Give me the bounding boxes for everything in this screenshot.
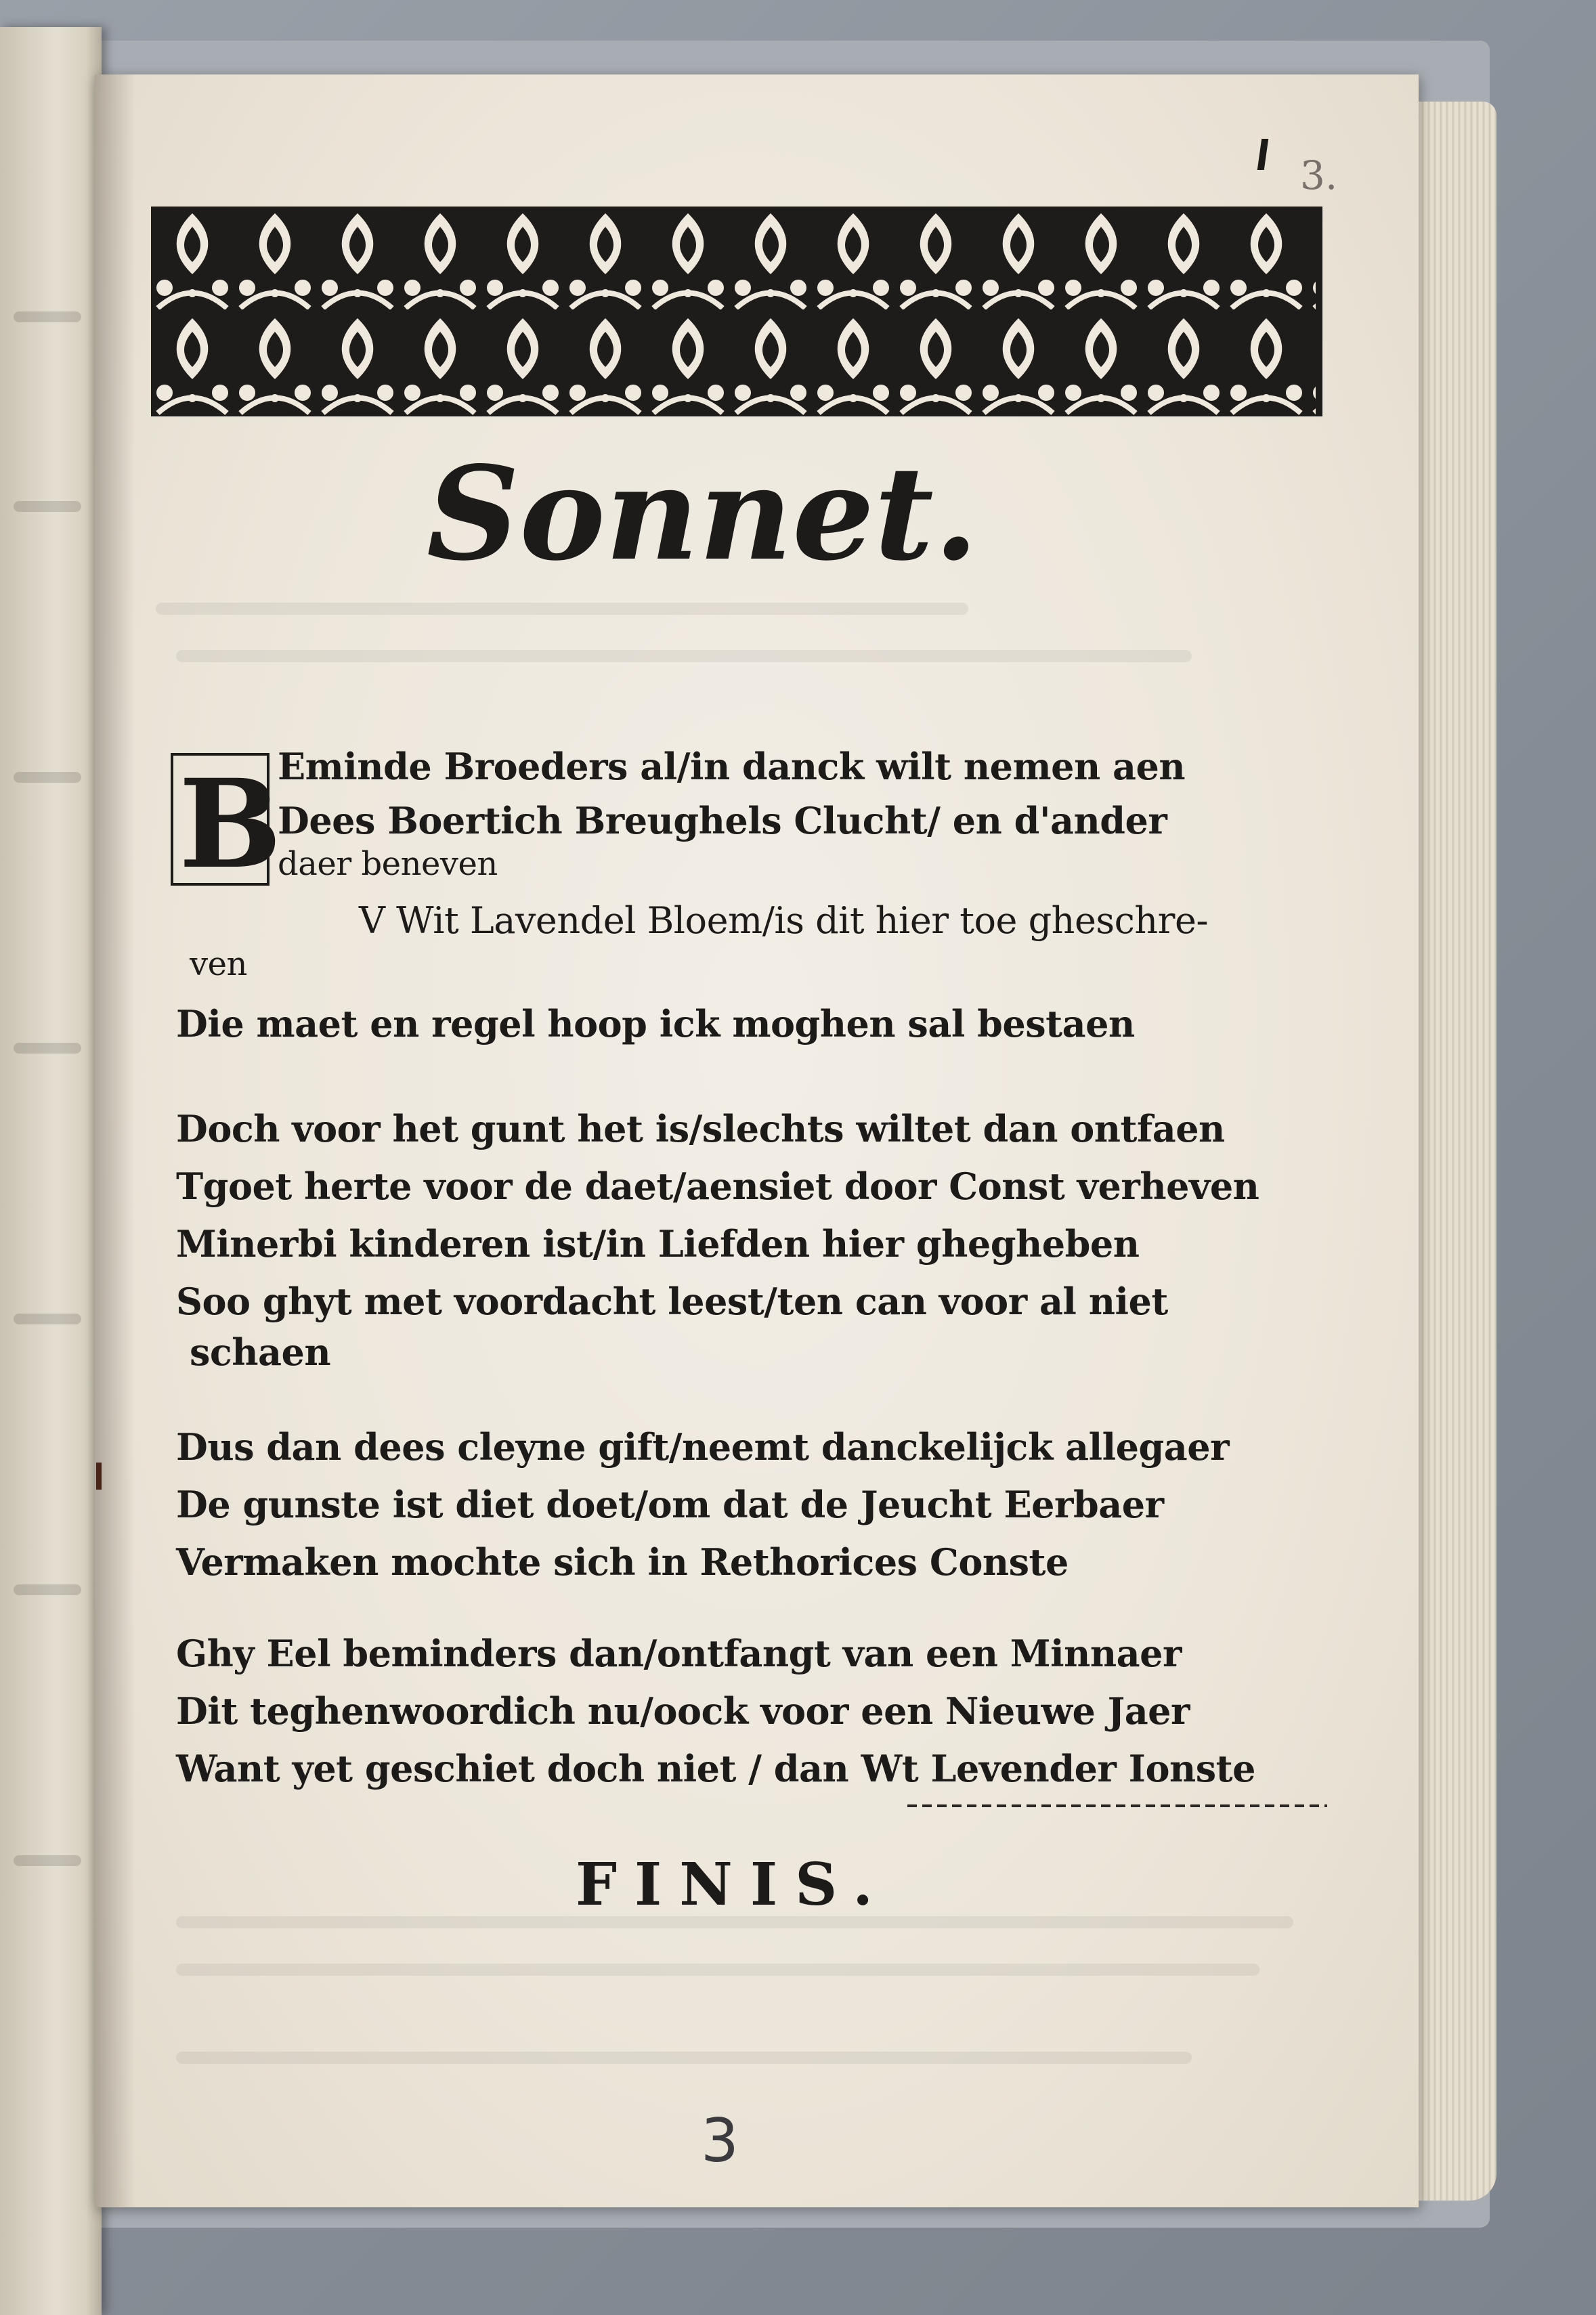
spine-shadow	[95, 74, 135, 2207]
stanza-line: Dees Boertich Breughels Clucht/ en d'ander	[278, 799, 1167, 842]
facing-page-edge	[0, 27, 102, 2315]
title-text: Sonnet.	[427, 438, 979, 589]
margin-mark	[96, 1463, 102, 1490]
stanza-line: Minerbi kinderen ist/in Liefden hier ghegheben	[176, 1222, 1140, 1265]
stanza-line: Die maet en regel hoop ick moghen sal bestaen	[176, 1002, 1135, 1045]
stanza-line: Ghy Eel beminders dan/ontfangt van een Minnaer	[176, 1632, 1182, 1675]
corner-note: 3.	[1300, 152, 1338, 198]
finis-text: FINIS.	[576, 1851, 891, 1919]
stanza-line: Soo ghyt met voordacht leest/ten can voor al niet	[176, 1280, 1168, 1323]
page-title	[420, 433, 979, 596]
ornament-pattern	[151, 207, 1316, 416]
finis-mark	[569, 1845, 948, 1920]
stanza-line: V Wit Lavendel Bloem/is dit hier toe gheschre-	[359, 899, 1209, 942]
stanza-line: Doch voor het gunt het is/slechts wiltet dan ontfaen	[176, 1107, 1225, 1150]
stanza-line: Want yet geschiet doch niet / dan Wt Levender Ionste	[176, 1747, 1255, 1790]
signature-mark	[1257, 139, 1268, 170]
signature-dotted-rule	[907, 1804, 1327, 1807]
stanza-line: daer beneven	[278, 845, 498, 883]
book-page	[95, 74, 1419, 2207]
dropcap-letter: B	[179, 753, 282, 896]
folio-number: 3	[701, 2106, 739, 2176]
stanza-line: ven	[190, 945, 247, 983]
headpiece-ornament	[151, 207, 1322, 416]
drop-capital	[169, 752, 282, 896]
stanza-line: Eminde Broeders al/in danck wilt nemen aen	[278, 745, 1186, 788]
stanza-line: Dit teghenwoordich nu/oock voor een Nieuwe Jaer	[176, 1689, 1190, 1733]
stanza-line: De gunste ist diet doet/om dat de Jeucht Eerbaer	[176, 1483, 1164, 1526]
stanza-line: Dus dan dees cleyne gift/neemt danckelijck allegaer	[176, 1425, 1230, 1469]
stanza-line: Vermaken mochte sich in Rethorices Conste	[176, 1540, 1069, 1584]
stanza-line: schaen	[190, 1330, 331, 1374]
stanza-line: Tgoet herte voor de daet/aensiet door Const verheven	[176, 1165, 1259, 1208]
